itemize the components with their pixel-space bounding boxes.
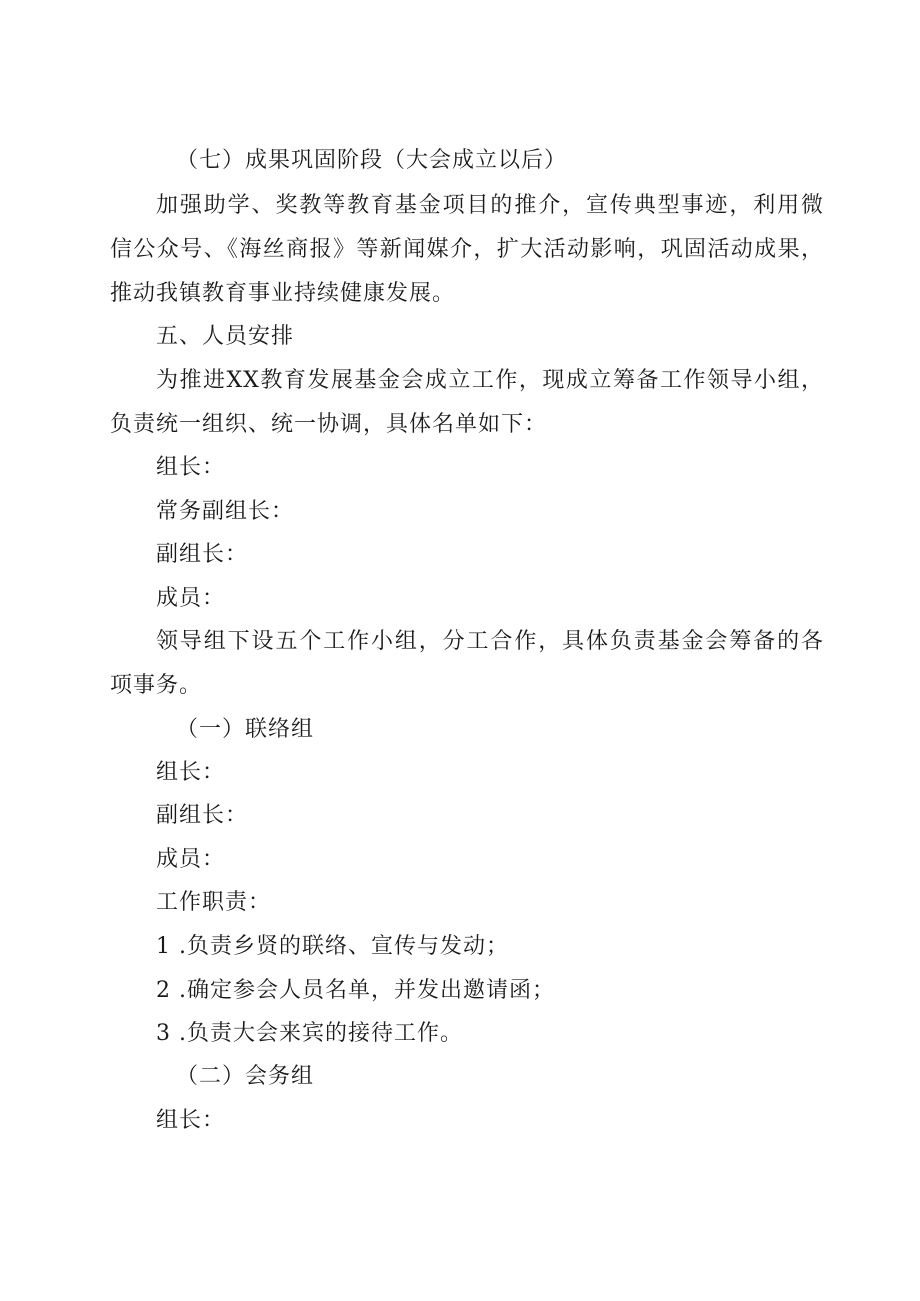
duty-item: 3 .负责大会来宾的接待工作。 <box>156 1021 463 1046</box>
paragraph-line: 为推进XX教育发展基金会成立工作，现成立筹备工作领导小组， <box>156 368 824 393</box>
role-line: 成员： <box>156 586 226 611</box>
duties-label: 工作职责： <box>156 890 272 915</box>
paragraph-line: 领导组下设五个工作小组，分工合作，具体负责基金会筹备的各 <box>156 629 824 654</box>
paragraph-line: 加强助学、奖教等教育基金项目的推介，宣传典型事迹，利用微 <box>156 193 824 218</box>
paragraph-line: 项事务。 <box>110 673 203 698</box>
duty-item: 1 .负责乡贤的联络、宣传与发动； <box>156 934 509 959</box>
duty-item: 2 .确定参会人员名单，并发出邀请函； <box>156 978 555 1003</box>
section-heading-consolidation: （七）成果巩固阶段（大会成立以后） <box>176 148 568 173</box>
role-line: 副组长： <box>156 542 249 567</box>
role-line: 组长： <box>156 455 226 480</box>
role-line: 成员： <box>156 847 226 872</box>
role-line: 常务副组长： <box>156 499 295 524</box>
paragraph-line: 信公众号、《海丝商报》等新闻媒介，扩大活动影响，巩固活动成果， <box>110 237 824 262</box>
subsection-heading-conference: （二）会务组 <box>176 1064 315 1089</box>
paragraph-line: 负责统一组织、统一协调，具体名单如下： <box>110 412 548 437</box>
section-heading-staffing: 五、人员安排 <box>156 324 295 349</box>
subsection-heading-liaison: （一）联络组 <box>176 717 315 742</box>
role-line: 副组长： <box>156 803 249 828</box>
paragraph-line: 推动我镇教育事业持续健康发展。 <box>110 281 456 306</box>
role-line: 组长： <box>156 760 226 785</box>
role-line: 组长： <box>156 1108 226 1133</box>
